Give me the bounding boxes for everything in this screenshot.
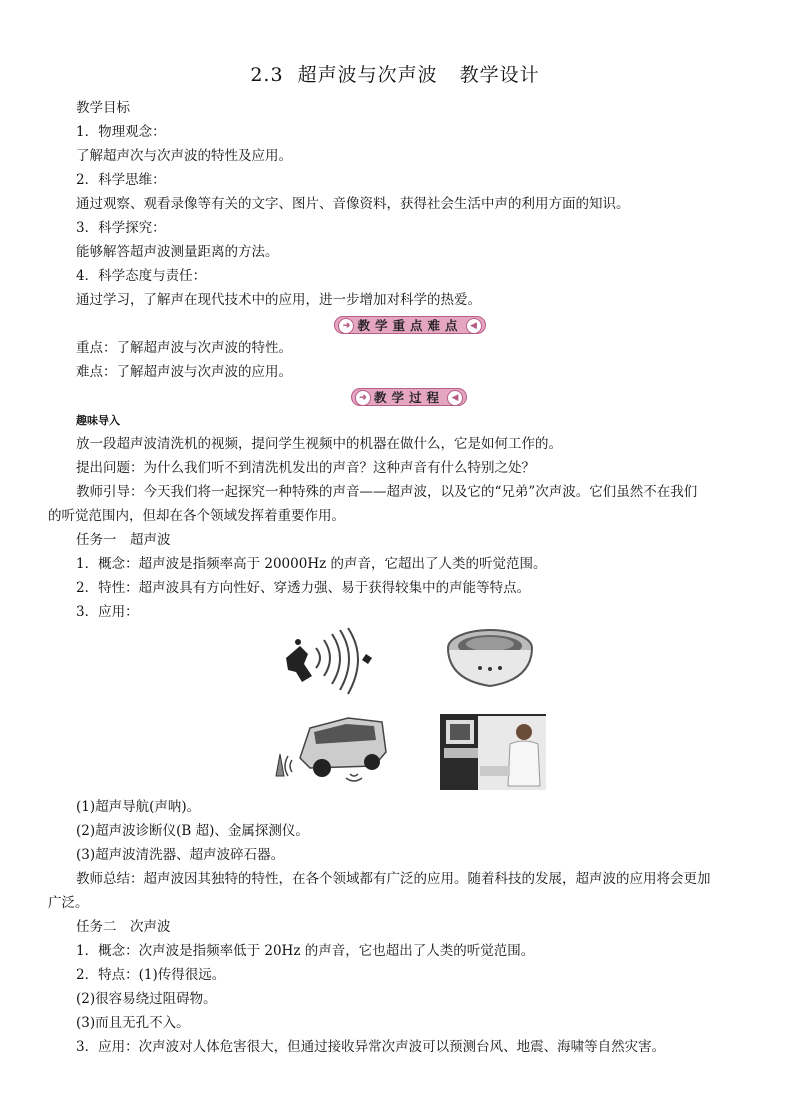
title-suffix: 教学设计 — [459, 64, 540, 86]
key-points-badge-label: 教学重点难点 — [357, 318, 463, 333]
title-main: 超声波与次声波 — [297, 64, 438, 86]
task2-feature-3: (3)而且无孔不入。 — [76, 1015, 190, 1031]
task2-concept: 1．概念：次声波是指频率低于 20Hz 的声音，它也超出了人类的听觉范围。 — [76, 943, 535, 959]
key-points-badge — [325, 316, 495, 334]
arrow-right-icon: ➜ — [338, 318, 354, 334]
intro-paragraph-1: 放一段超声波清洗机的视频，提问学生视频中的机器在做什么，它是如何工作的。 — [76, 436, 562, 452]
application-2: (2)超声波诊断仪(B 超)、金属探测仪。 — [76, 823, 309, 839]
b-ultrasound-exam-image — [440, 714, 546, 790]
car-parking-sensor-image — [270, 714, 388, 784]
intro-paragraph-2: 提出问题：为什么我们听不到清洗机发出的声音？这种声音有什么特别之处？ — [76, 460, 535, 476]
objective-4-title: 4．科学态度与责任： — [76, 268, 207, 284]
task2-feature-2: (2)很容易绕过阻碍物。 — [76, 991, 217, 1007]
arrow-left-icon: ◀ — [447, 390, 463, 406]
arrow-left-icon: ◀ — [466, 318, 482, 334]
process-badge — [345, 388, 473, 406]
objective-1-text: 了解超声次与次声波的特性及应用。 — [76, 148, 292, 164]
difficulty-text: 难点：了解超声波与次声波的应用。 — [76, 364, 292, 380]
task2-feature-1: 2．特点：(1)传得很远。 — [76, 967, 226, 983]
task2-heading: 任务二 次声波 — [76, 919, 171, 935]
objective-2-text: 通过观察、观看录像等有关的文字、图片、音像资料，获得社会生活中声的利用方面的知识。 — [76, 196, 630, 212]
objectives-heading: 教学目标 — [76, 100, 130, 116]
objective-2-title: 2．科学思维： — [76, 172, 166, 188]
task1-application: 3．应用： — [76, 604, 139, 620]
title-number: 2.3 — [250, 64, 284, 86]
task2-application: 3．应用：次声波对人体危害很大，但通过接收异常次声波可以预测台风、地震、海啸等自然灾害。 — [76, 1039, 666, 1055]
objective-1-title: 1．物理观念： — [76, 124, 166, 140]
focus-text: 重点：了解超声波与次声波的特性。 — [76, 340, 292, 356]
intro-heading: 趣味导入 — [76, 414, 120, 427]
task1-heading: 任务一 超声波 — [76, 532, 171, 548]
task1-feature: 2．特性：超声波具有方向性好、穿透力强、易于获得较集中的声能等特点。 — [76, 580, 531, 596]
application-1: (1)超声导航(声呐)。 — [76, 799, 201, 815]
application-3: (3)超声波清洗器、超声波碎石器。 — [76, 847, 285, 863]
objective-4-text: 通过学习，了解声在现代技术中的应用，进一步增加对科学的热爱。 — [76, 292, 481, 308]
process-badge-label: 教学过程 — [373, 390, 444, 405]
page-title — [0, 60, 790, 87]
task1-summary: 教师总结：超声波因其独特的特性，在各个领域都有广泛的应用。随着科技的发展，超声波的应用将会更加 — [76, 871, 711, 887]
task1-concept: 1．概念：超声波是指频率高于 20000Hz 的声音，它超出了人类的听觉范围。 — [76, 556, 547, 572]
objective-3-title: 3．科学探究： — [76, 220, 166, 236]
task1-summary-cont: 广泛。 — [48, 895, 89, 911]
intro-paragraph-3-cont: 的听觉范围内，但却在各个领域发挥着重要作用。 — [48, 508, 345, 524]
intro-paragraph-3: 教师引导：今天我们将一起探究一种特殊的声音——超声波，以及它的“兄弟”次声波。它们虽然不在我们 — [76, 484, 698, 500]
ultrasonic-cleaner-image — [444, 622, 536, 700]
bat-echolocation-image — [278, 624, 378, 704]
objective-3-text: 能够解答超声波测量距离的方法。 — [76, 244, 279, 260]
arrow-right-icon: ➜ — [355, 390, 371, 406]
